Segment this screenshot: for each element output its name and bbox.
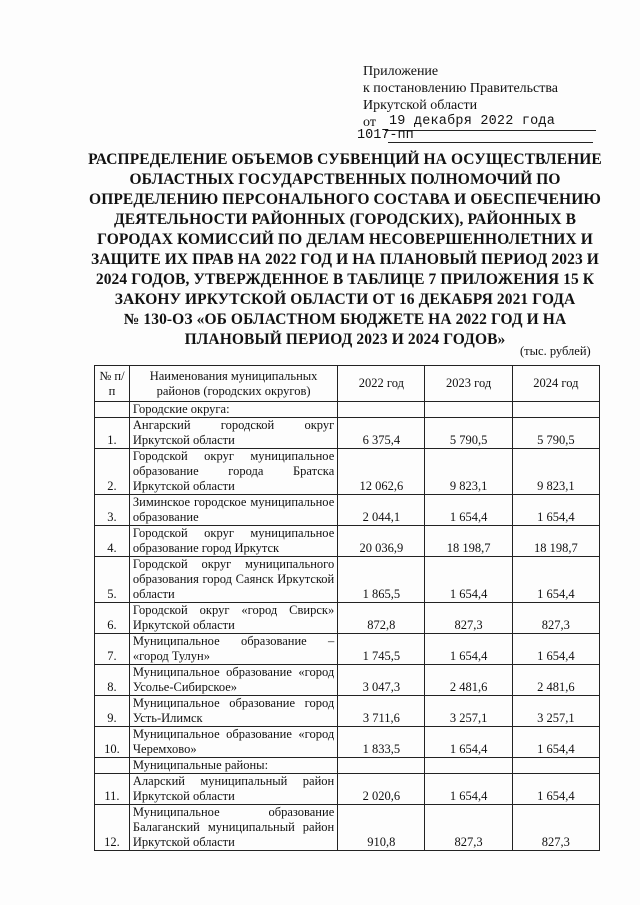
row-name: Ангарский городской округ Иркутской области [129, 418, 337, 449]
title-line: РАСПРЕДЕЛЕНИЕ ОБЪЕМОВ СУБВЕНЦИЙ НА ОСУЩЕСТВЛЕНИЕ [88, 151, 602, 168]
appendix-number: 1017-пп [357, 128, 414, 143]
appendix-date: 19 декабря 2022 года [385, 113, 596, 131]
row-2022: 3 711,6 [338, 696, 425, 727]
row-number: 1. [95, 418, 130, 449]
row-name: Зиминское городское муниципальное образование [129, 495, 337, 526]
table-row [95, 665, 600, 696]
row-2022: 3 047,3 [338, 665, 425, 696]
row-number: 9. [95, 696, 130, 727]
row-2022: 872,8 [338, 603, 425, 634]
row-number: 2. [95, 449, 130, 495]
header-2024: 2024 год [512, 366, 599, 402]
section-empty-cell [512, 758, 599, 774]
header-2023: 2023 год [425, 366, 512, 402]
table-row [95, 418, 600, 449]
row-2022: 2 020,6 [338, 774, 425, 805]
row-2024: 2 481,6 [512, 665, 599, 696]
appendix-block [363, 63, 613, 131]
row-name: Городской округ муниципальное образование города Братска Иркутской области [129, 449, 337, 495]
document-title [80, 150, 610, 350]
row-name: Муниципальное образование «город Черемхово» [129, 727, 337, 758]
appendix-line-2: к постановлению Правительства [363, 81, 559, 96]
section-empty-cell [95, 402, 130, 418]
row-name: Городской округ муниципальное образование город Иркутск [129, 526, 337, 557]
row-2022: 6 375,4 [338, 418, 425, 449]
row-2023: 18 198,7 [425, 526, 512, 557]
table-row [95, 774, 600, 805]
section-empty-cell [512, 402, 599, 418]
row-2024: 3 257,1 [512, 696, 599, 727]
row-number: 3. [95, 495, 130, 526]
row-2024: 1 654,4 [512, 557, 599, 603]
section-label: Муниципальные районы: [129, 758, 337, 774]
table-header-row [95, 366, 600, 402]
table-row [95, 727, 600, 758]
title-line: № 130-ОЗ «ОБ ОБЛАСТНОМ БЮДЖЕТЕ НА 2022 ГОД И НА [123, 311, 567, 328]
row-2023: 1 654,4 [425, 727, 512, 758]
row-number: 10. [95, 727, 130, 758]
section-empty-cell [425, 758, 512, 774]
header-number: № п/п [95, 366, 130, 402]
row-name: Муниципальное образование – «город Тулун» [129, 634, 337, 665]
row-2023: 9 823,1 [425, 449, 512, 495]
table-row [95, 603, 600, 634]
title-line: ЗАЩИТЕ ИХ ПРАВ НА 2022 ГОД И НА ПЛАНОВЫЙ ПЕРИОД 2023 И [91, 251, 599, 268]
row-name: Муниципальное образование «город Усолье-Сибирское» [129, 665, 337, 696]
row-2022: 1 865,5 [338, 557, 425, 603]
title-line: ГОРОДАХ КОМИССИЙ ПО ДЕЛАМ НЕСОВЕРШЕННОЛЕТНИХ И [97, 231, 593, 248]
section-empty-cell [425, 402, 512, 418]
appendix-number-underline [388, 142, 593, 143]
row-2023: 1 654,4 [425, 557, 512, 603]
row-name: Городской округ муниципального образования город Саянск Иркутской области [129, 557, 337, 603]
section-row-districts [95, 758, 600, 774]
table-row [95, 495, 600, 526]
row-2023: 827,3 [425, 805, 512, 851]
title-line: ДЕЯТЕЛЬНОСТИ РАЙОННЫХ (ГОРОДСКИХ), РАЙОННЫХ В [113, 211, 577, 228]
title-line: ОПРЕДЕЛЕНИЮ ПЕРСОНАЛЬНОГО СОСТАВА И ОБЕСПЕЧЕНИЮ [89, 191, 601, 208]
title-line: ОБЛАСТНЫХ ГОСУДАРСТВЕННЫХ ПОЛНОМОЧИЙ ПО [129, 171, 561, 188]
row-2023: 1 654,4 [425, 495, 512, 526]
title-line: ЗАКОНУ ИРКУТСКОЙ ОБЛАСТИ ОТ 16 ДЕКАБРЯ 2021 ГОДА [114, 291, 576, 308]
section-label: Городские округа: [129, 402, 337, 418]
row-name: Муниципальное образование Балаганский муниципальный район Иркутской области [129, 805, 337, 851]
row-number: 6. [95, 603, 130, 634]
units-label: (тыс. рублей) [520, 344, 591, 358]
title-line: 2024 ГОДОВ, УТВЕРЖДЕННОЕ В ТАБЛИЦЕ 7 ПРИЛОЖЕНИЯ 15 К [95, 271, 595, 288]
row-2022: 12 062,6 [338, 449, 425, 495]
table-row [95, 696, 600, 727]
row-2024: 827,3 [512, 805, 599, 851]
title-line: ПЛАНОВЫЙ ПЕРИОД 2023 И 2024 ГОДОВ» [184, 331, 506, 348]
section-empty-cell [338, 758, 425, 774]
row-2024: 18 198,7 [512, 526, 599, 557]
row-2022: 1 833,5 [338, 727, 425, 758]
row-number: 8. [95, 665, 130, 696]
row-2024: 9 823,1 [512, 449, 599, 495]
header-2022: 2022 год [338, 366, 425, 402]
row-number: 5. [95, 557, 130, 603]
row-2022: 1 745,5 [338, 634, 425, 665]
row-2024: 1 654,4 [512, 727, 599, 758]
section-empty-cell [95, 758, 130, 774]
row-2023: 827,3 [425, 603, 512, 634]
row-2023: 2 481,6 [425, 665, 512, 696]
row-2023: 5 790,5 [425, 418, 512, 449]
row-2022: 910,8 [338, 805, 425, 851]
appendix-line-1: Приложение [363, 64, 439, 79]
row-name: Муниципальное образование город Усть-Илимск [129, 696, 337, 727]
table-row [95, 805, 600, 851]
row-number: 7. [95, 634, 130, 665]
appendix-from-label: от [363, 115, 376, 130]
table-row [95, 449, 600, 495]
row-2022: 20 036,9 [338, 526, 425, 557]
section-row-cities [95, 402, 600, 418]
row-2023: 1 654,4 [425, 774, 512, 805]
row-number: 11. [95, 774, 130, 805]
row-2023: 3 257,1 [425, 696, 512, 727]
row-2023: 1 654,4 [425, 634, 512, 665]
table-row [95, 526, 600, 557]
row-2024: 1 654,4 [512, 774, 599, 805]
row-2024: 827,3 [512, 603, 599, 634]
row-name: Аларский муниципальный район Иркутской области [129, 774, 337, 805]
budget-table [94, 365, 600, 851]
header-name: Наименования муниципальных районов (городских округов) [129, 366, 337, 402]
table-row [95, 557, 600, 603]
table-row [95, 634, 600, 665]
appendix-line-3: Иркутской области [363, 98, 478, 113]
row-2024: 1 654,4 [512, 634, 599, 665]
row-name: Городской округ «город Свирск» Иркутской области [129, 603, 337, 634]
row-2024: 1 654,4 [512, 495, 599, 526]
section-empty-cell [338, 402, 425, 418]
row-2024: 5 790,5 [512, 418, 599, 449]
row-2022: 2 044,1 [338, 495, 425, 526]
row-number: 12. [95, 805, 130, 851]
row-number: 4. [95, 526, 130, 557]
